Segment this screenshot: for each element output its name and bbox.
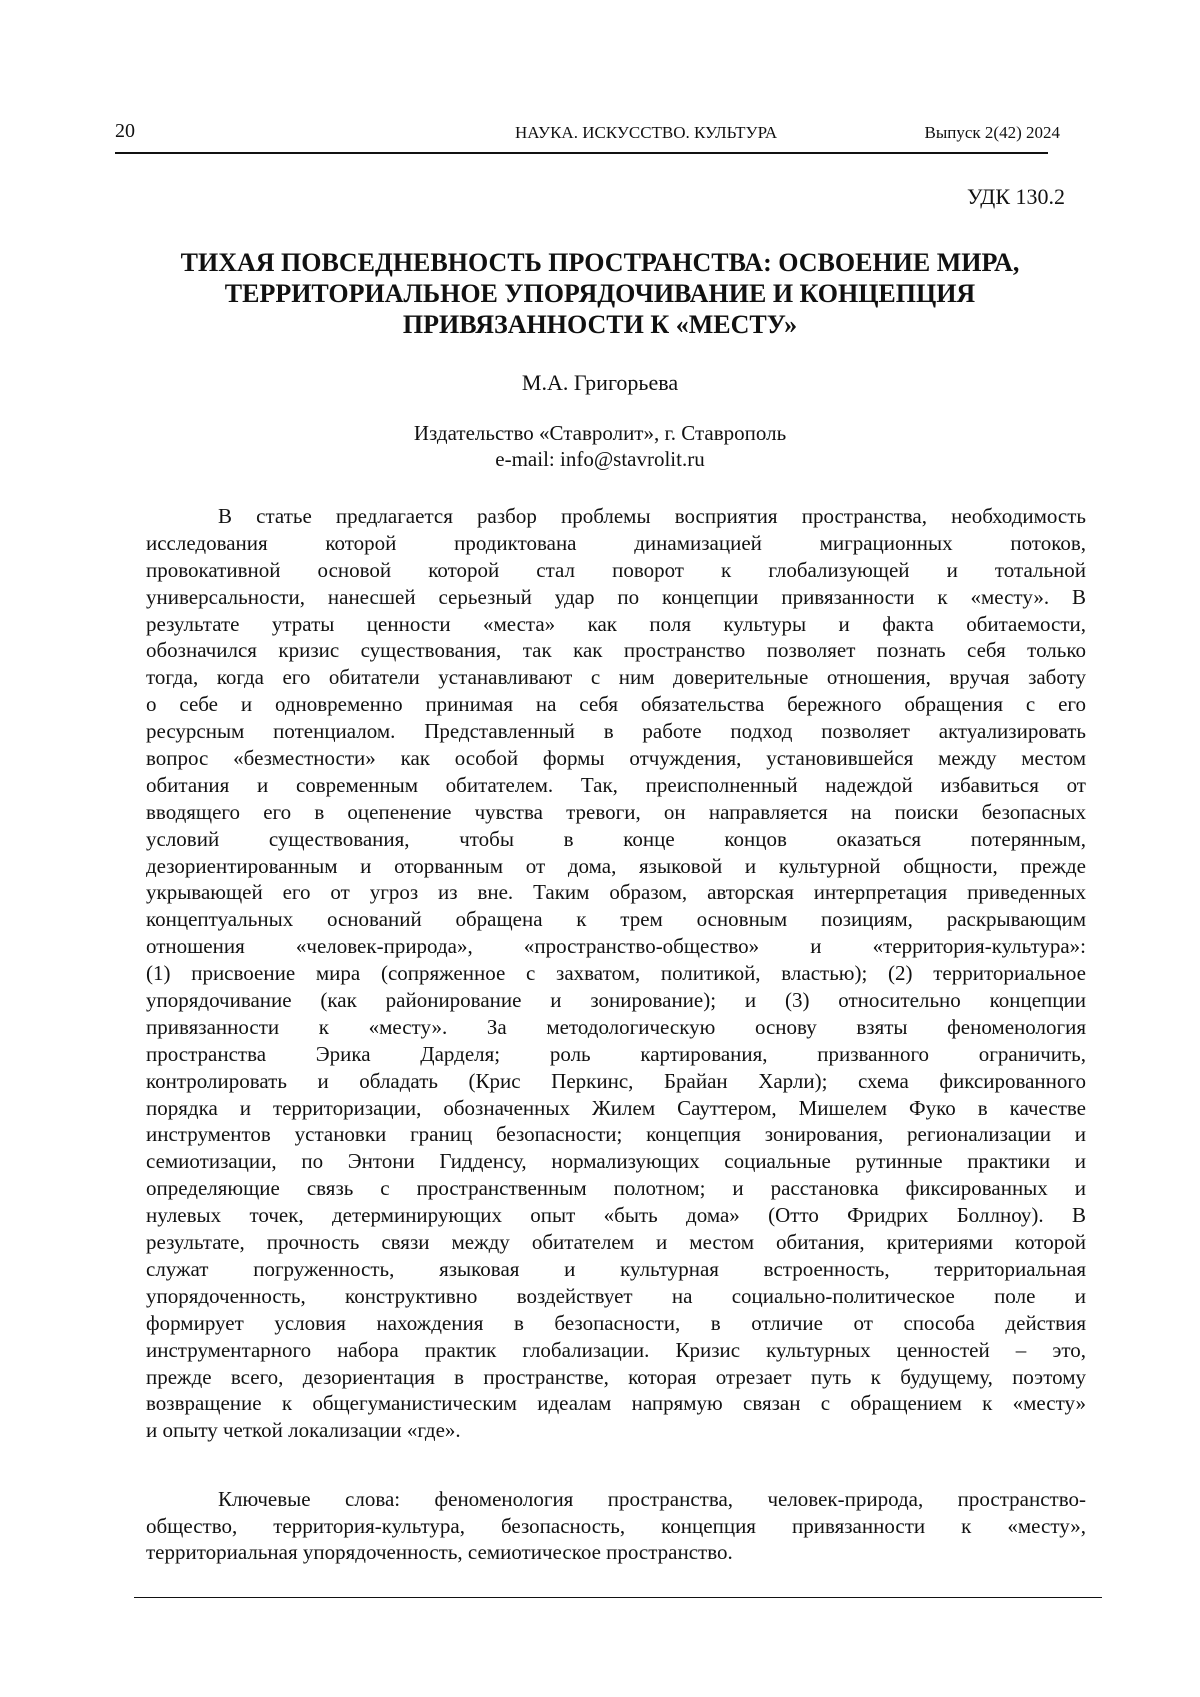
abstract-line: ресурсным потенциалом. Представленный в работе подход позволяет актуализировать: [146, 719, 1086, 744]
footer-divider: [134, 1597, 1102, 1598]
abstract-line: порядка и территоризации, обозначенных Жилем Сауттером, Мишелем Фуко в качестве: [146, 1095, 1086, 1120]
header-divider: [115, 152, 1048, 154]
abstract-line: концептуальных оснований обращена к трем основным позициям, раскрывающим: [146, 907, 1086, 932]
abstract-line: инструментов установки границ безопасности; концепция зонирования, регионализации и: [146, 1122, 1086, 1147]
abstract-line: вопрос «безместности» как особой формы отчуждения, установившейся между местом: [146, 746, 1086, 771]
title-line: ТИХАЯ ПОВСЕДНЕВНОСТЬ ПРОСТРАНСТВА: ОСВОЕНИЕ МИРА,: [180, 248, 1020, 277]
title-line: ТЕРРИТОРИАЛЬНОЕ УПОРЯДОЧИВАНИЕ И КОНЦЕПЦИЯ: [224, 279, 976, 308]
abstract-line: контролировать и обладать (Крис Перкинс, Брайан Харли); схема фиксированного: [146, 1068, 1086, 1093]
abstract-line: (1) присвоение мира (сопряженное с захватом, политикой, властью); (2) территориальное: [146, 961, 1086, 986]
journal-title: НАУКА. ИСКУССТВО. КУЛЬТУРА: [515, 123, 778, 142]
abstract-line: укрывающей его от угроз из вне. Таким образом, авторская интерпретация приведенных: [146, 880, 1086, 905]
abstract-line: результате утраты ценности «места» как поля культуры и факта обитаемости,: [146, 611, 1086, 636]
abstract-line: универсальности, нанесшей серьезный удар по концепции привязанности к «месту». В: [146, 584, 1086, 609]
keywords-line: территориальная упорядоченность, семиотическое пространство.: [146, 1540, 733, 1564]
abstract-line: провокативной основой которой стал поворот к глобализующей и тотальной: [146, 557, 1086, 582]
udc-code: УДК 130.2: [966, 184, 1065, 209]
keywords-line: Ключевые слова: феноменология пространства, человек-природа, пространство-: [218, 1487, 1086, 1511]
issue-number: Выпуск 2(42) 2024: [924, 123, 1060, 142]
abstract-line: упорядочивание (как районирование и зонирование); и (3) относительно концепции: [146, 988, 1086, 1013]
abstract-line: исследования которой продиктована динамизацией миграционных потоков,: [146, 530, 1086, 555]
abstract-line: прежде всего, дезориентация в пространстве, которая отрезает путь к будущему, поэтому: [146, 1364, 1086, 1389]
abstract-line: результате, прочность связи между обитателем и местом обитания, критериями которой: [146, 1230, 1086, 1255]
abstract-line: инструментарного набора практик глобализации. Кризис культурных ценностей – это,: [146, 1337, 1086, 1362]
abstract-line: о себе и одновременно принимая на себя обязательства бережного обращения с его: [146, 692, 1086, 717]
abstract-line: формирует условия нахождения в безопасности, в отличие от способа действия: [146, 1310, 1086, 1335]
abstract: [146, 503, 1086, 1444]
keywords-line: общество, территория-культура, безопасность, концепция привязанности к «месту»,: [146, 1513, 1086, 1538]
abstract-line: упорядоченность, конструктивно воздействует на социально-политическое поле и: [146, 1283, 1086, 1308]
abstract-line: обозначился кризис существования, так как пространство позволяет познать себя только: [146, 638, 1086, 663]
affiliation-block: [0, 420, 1200, 472]
author-name: М.А. Григорьева: [521, 370, 679, 395]
affiliation: Издательство «Ставролит», г. Ставрополь: [413, 421, 787, 445]
abstract-line: пространства Эрика Дарделя; роль картирования, призванного ограничить,: [146, 1041, 1086, 1066]
page-number: 20: [115, 120, 135, 142]
article-title: [100, 247, 1100, 340]
abstract-line: нулевых точек, детерминирующих опыт «быть дома» (Отто Фридрих Боллноу). В: [146, 1203, 1086, 1228]
running-header: [115, 120, 1060, 150]
abstract-line: служат погруженность, языковая и культурная встроенность, территориальная: [146, 1256, 1086, 1281]
abstract-line: возвращение к общегуманистическим идеалам напрямую связан с обращением к «месту»: [146, 1391, 1086, 1416]
abstract-line: вводящего его в оцепенение чувства тревоги, он направляется на поиски безопасных: [146, 799, 1086, 824]
abstract-line: тогда, когда его обитатели устанавливают с ним доверительные отношения, вручая заботу: [146, 665, 1086, 690]
email: e-mail: info@stavrolit.ru: [495, 447, 705, 471]
abstract-line: определяющие связь с пространственным полотном; и расстановка фиксированных и: [146, 1176, 1086, 1201]
abstract-line: отношения «человек-природа», «пространство-общество» и «территория-культура»:: [146, 934, 1086, 959]
abstract-line: семиотизации, по Энтони Гидденсу, нормализующих социальные рутинные практики и: [146, 1149, 1086, 1174]
abstract-line: обитания и современным обитателем. Так, преисполненный надеждой избавиться от: [146, 772, 1086, 797]
title-line: ПРИВЯЗАННОСТИ К «МЕСТУ»: [402, 310, 798, 339]
abstract-line: привязанности к «месту». За методологическую основу взяты феноменология: [146, 1014, 1086, 1039]
abstract-line: дезориентированным и оторванным от дома, языковой и культурной общности, прежде: [146, 853, 1086, 878]
abstract-line: В статье предлагается разбор проблемы восприятия пространства, необходимость: [218, 504, 1086, 528]
keywords: [146, 1486, 1086, 1566]
abstract-line: и опыту четкой локализации «где».: [146, 1418, 461, 1443]
abstract-line: условий существования, чтобы в конце концов оказаться потерянным,: [146, 826, 1086, 851]
